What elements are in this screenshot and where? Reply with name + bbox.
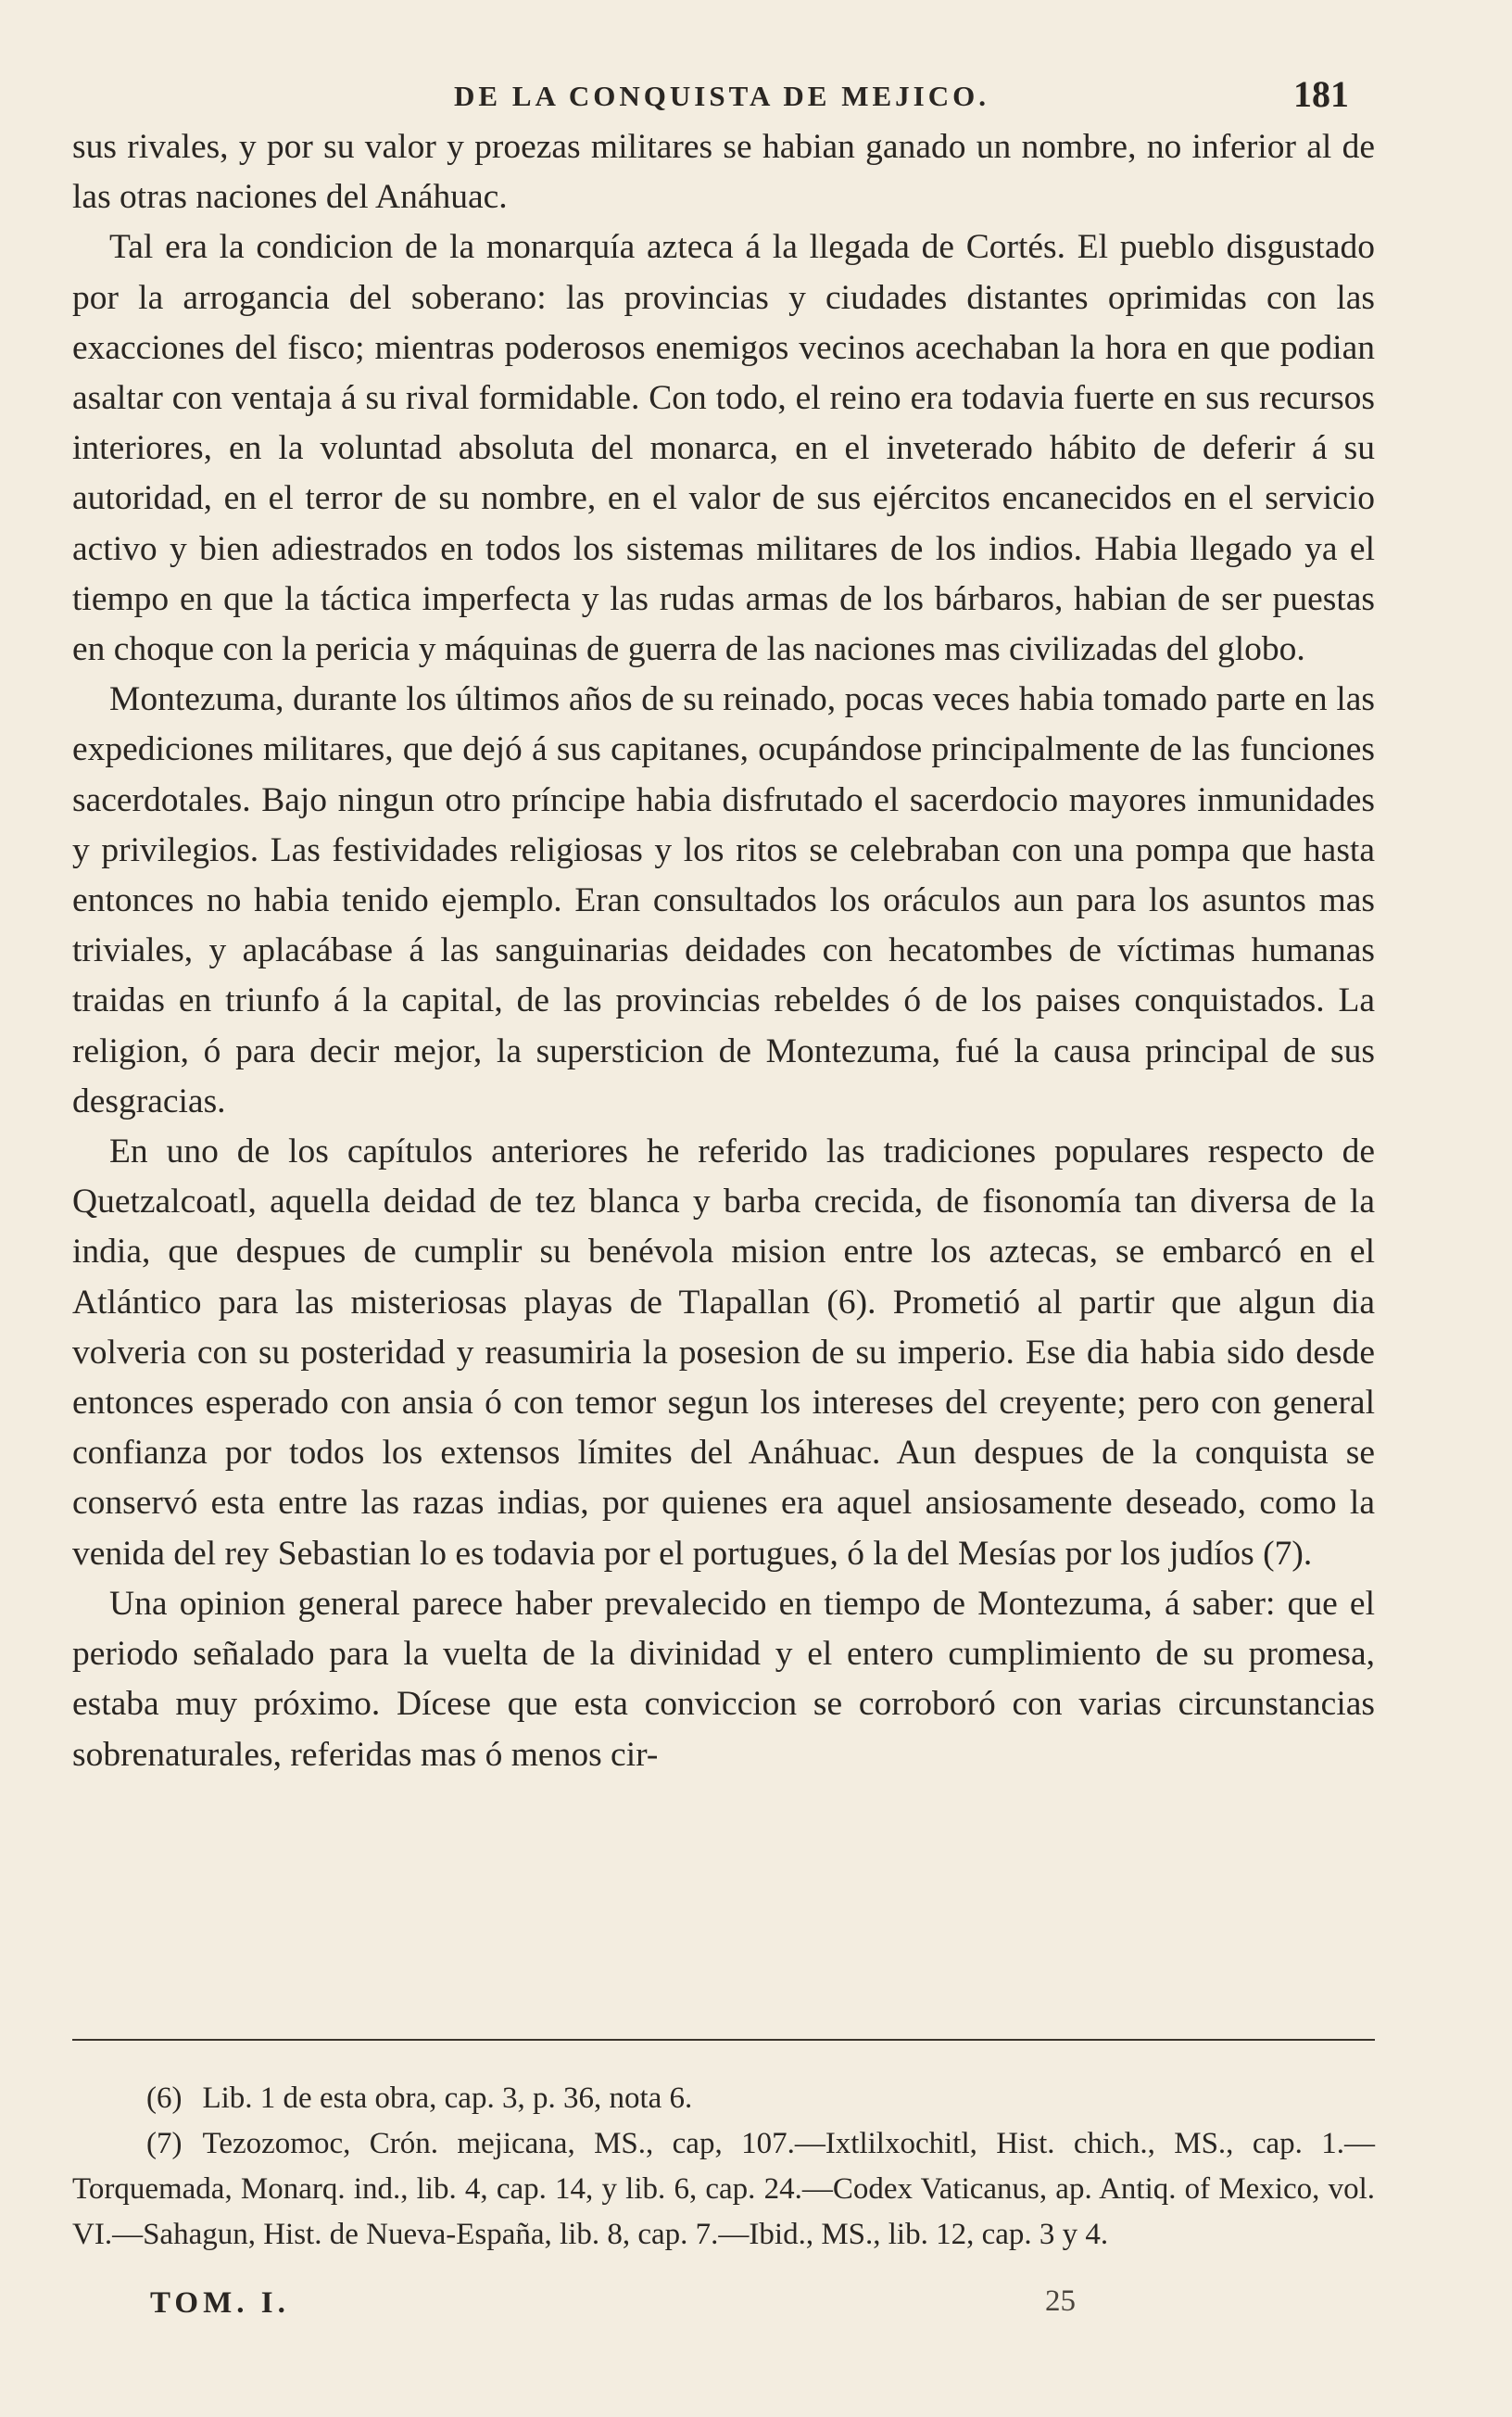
running-title: DE LA CONQUISTA DE MEJICO. — [454, 80, 989, 112]
signature-mark: 25 — [1045, 2284, 1076, 2318]
footnote-marker: (6) — [146, 2082, 183, 2115]
page-footer — [0, 2286, 1512, 2329]
footnote — [72, 2121, 1375, 2258]
footnote — [72, 2076, 1375, 2121]
footnote-marker: (7) — [146, 2127, 183, 2160]
page-number: 181 — [1293, 73, 1349, 115]
footnote-text: Tezozomoc, Crón. mejicana, MS., cap, 107.—Ixtlilxochitl, Hist. chich., MS., cap. 1.—Torquemada, Monarq. ind., lib. 4, cap. 14, y lib. 6, cap. 24.—Codex Vaticanus, ap. Antiq. of Mexico, vol. VI.—Sahagun, Hist. de Nueva-España, lib. 8, cap. 7.—Ibid., MS., lib. 12, cap. 3 y 4. — [72, 2127, 1375, 2251]
footnotes — [72, 2076, 1375, 2258]
volume-label: TOM. I. — [150, 2286, 290, 2320]
body-text — [72, 122, 1375, 1780]
paragraph: sus rivales, y por su valor y proezas militares se habian ganado un nombre, no inferior al de las otras naciones del Anáhuac. — [72, 128, 1375, 217]
footnote-divider — [72, 2039, 1375, 2041]
footnote-text: Lib. 1 de esta obra, cap. 3, p. 36, nota 6. — [202, 2082, 693, 2115]
running-head — [0, 72, 1512, 119]
paragraph: Una opinion general parece haber prevalecido en tiempo de Montezuma, á saber: que el periodo señalado para la vuelta de la divinidad y el entero cumplimiento de su promesa, estaba muy próximo. Dícese que esta conviccion se corroboró con varias circunstancias sobrenaturales, referidas mas ó menos cir- — [72, 1584, 1375, 1774]
paragraph: Montezuma, durante los últimos años de su reinado, pocas veces habia tomado parte en las expediciones militares, que dejó á sus capitanes, ocupándose principalmente de las funciones sacerdotales. Bajo ningun otro príncipe habia disfrutado el sacerdocio mayores inmunidades y privilegios. Las festividades religiosas y los ritos se celebraban con una pompa que hasta entonces no habia tenido ejemplo. Eran consultados los oráculos aun para los asuntos mas triviales, y aplacábase á las sanguinarias deidades con hecatombes de víctimas humanas traidas en triunfo á la capital, de las provincias rebeldes ó de los paises conquistados. La religion, ó para decir mejor, la supersticion de Montezuma, fué la causa principal de sus desgracias. — [72, 680, 1375, 1120]
paragraph: En uno de los capítulos anteriores he referido las tradiciones populares respecto de Quetzalcoatl, aquella deidad de tez blanca y barba crecida, de fisonomía tan diversa de la india, que despues de cumplir su benévola mision entre los aztecas, se embarcó en el Atlántico para las misteriosas playas de Tlapallan (6). Prometió al partir que algun dia volveria con su posteridad y reasumiria la posesion de su imperio. Ese dia habia sido desde entonces esperado con ansia ó con temor segun los intereses del creyente; pero con general confianza por todos los extensos límites del Anáhuac. Aun despues de la conquista se conservó esta entre las razas indias, por quienes era aquel ansiosamente deseado, como la venida del rey Sebastian lo es todavia por el portugues, ó la del Mesías por los judíos (7). — [72, 1133, 1375, 1573]
paragraph: Tal era la condicion de la monarquía azteca á la llegada de Cortés. El pueblo disgustado por la arrogancia del soberano: las provincias y ciudades distantes oprimidas con las exacciones del fisco; mientras poderosos enemigos vecinos acechaban la hora en que podian asaltar con ventaja á su rival formidable. Con todo, el reino era todavia fuerte en sus recursos interiores, en la voluntad absoluta del monarca, en el inveterado hábito de deferir á su autoridad, en el terror de su nombre, en el valor de sus ejércitos encanecidos en el servicio activo y bien adiestrados en todos los sistemas militares de los indios. Habia llegado ya el tiempo en que la táctica imperfecta y las rudas armas de los bárbaros, habian de ser puestas en choque con la pericia y máquinas de guerra de las naciones mas civilizadas del globo. — [72, 228, 1375, 669]
